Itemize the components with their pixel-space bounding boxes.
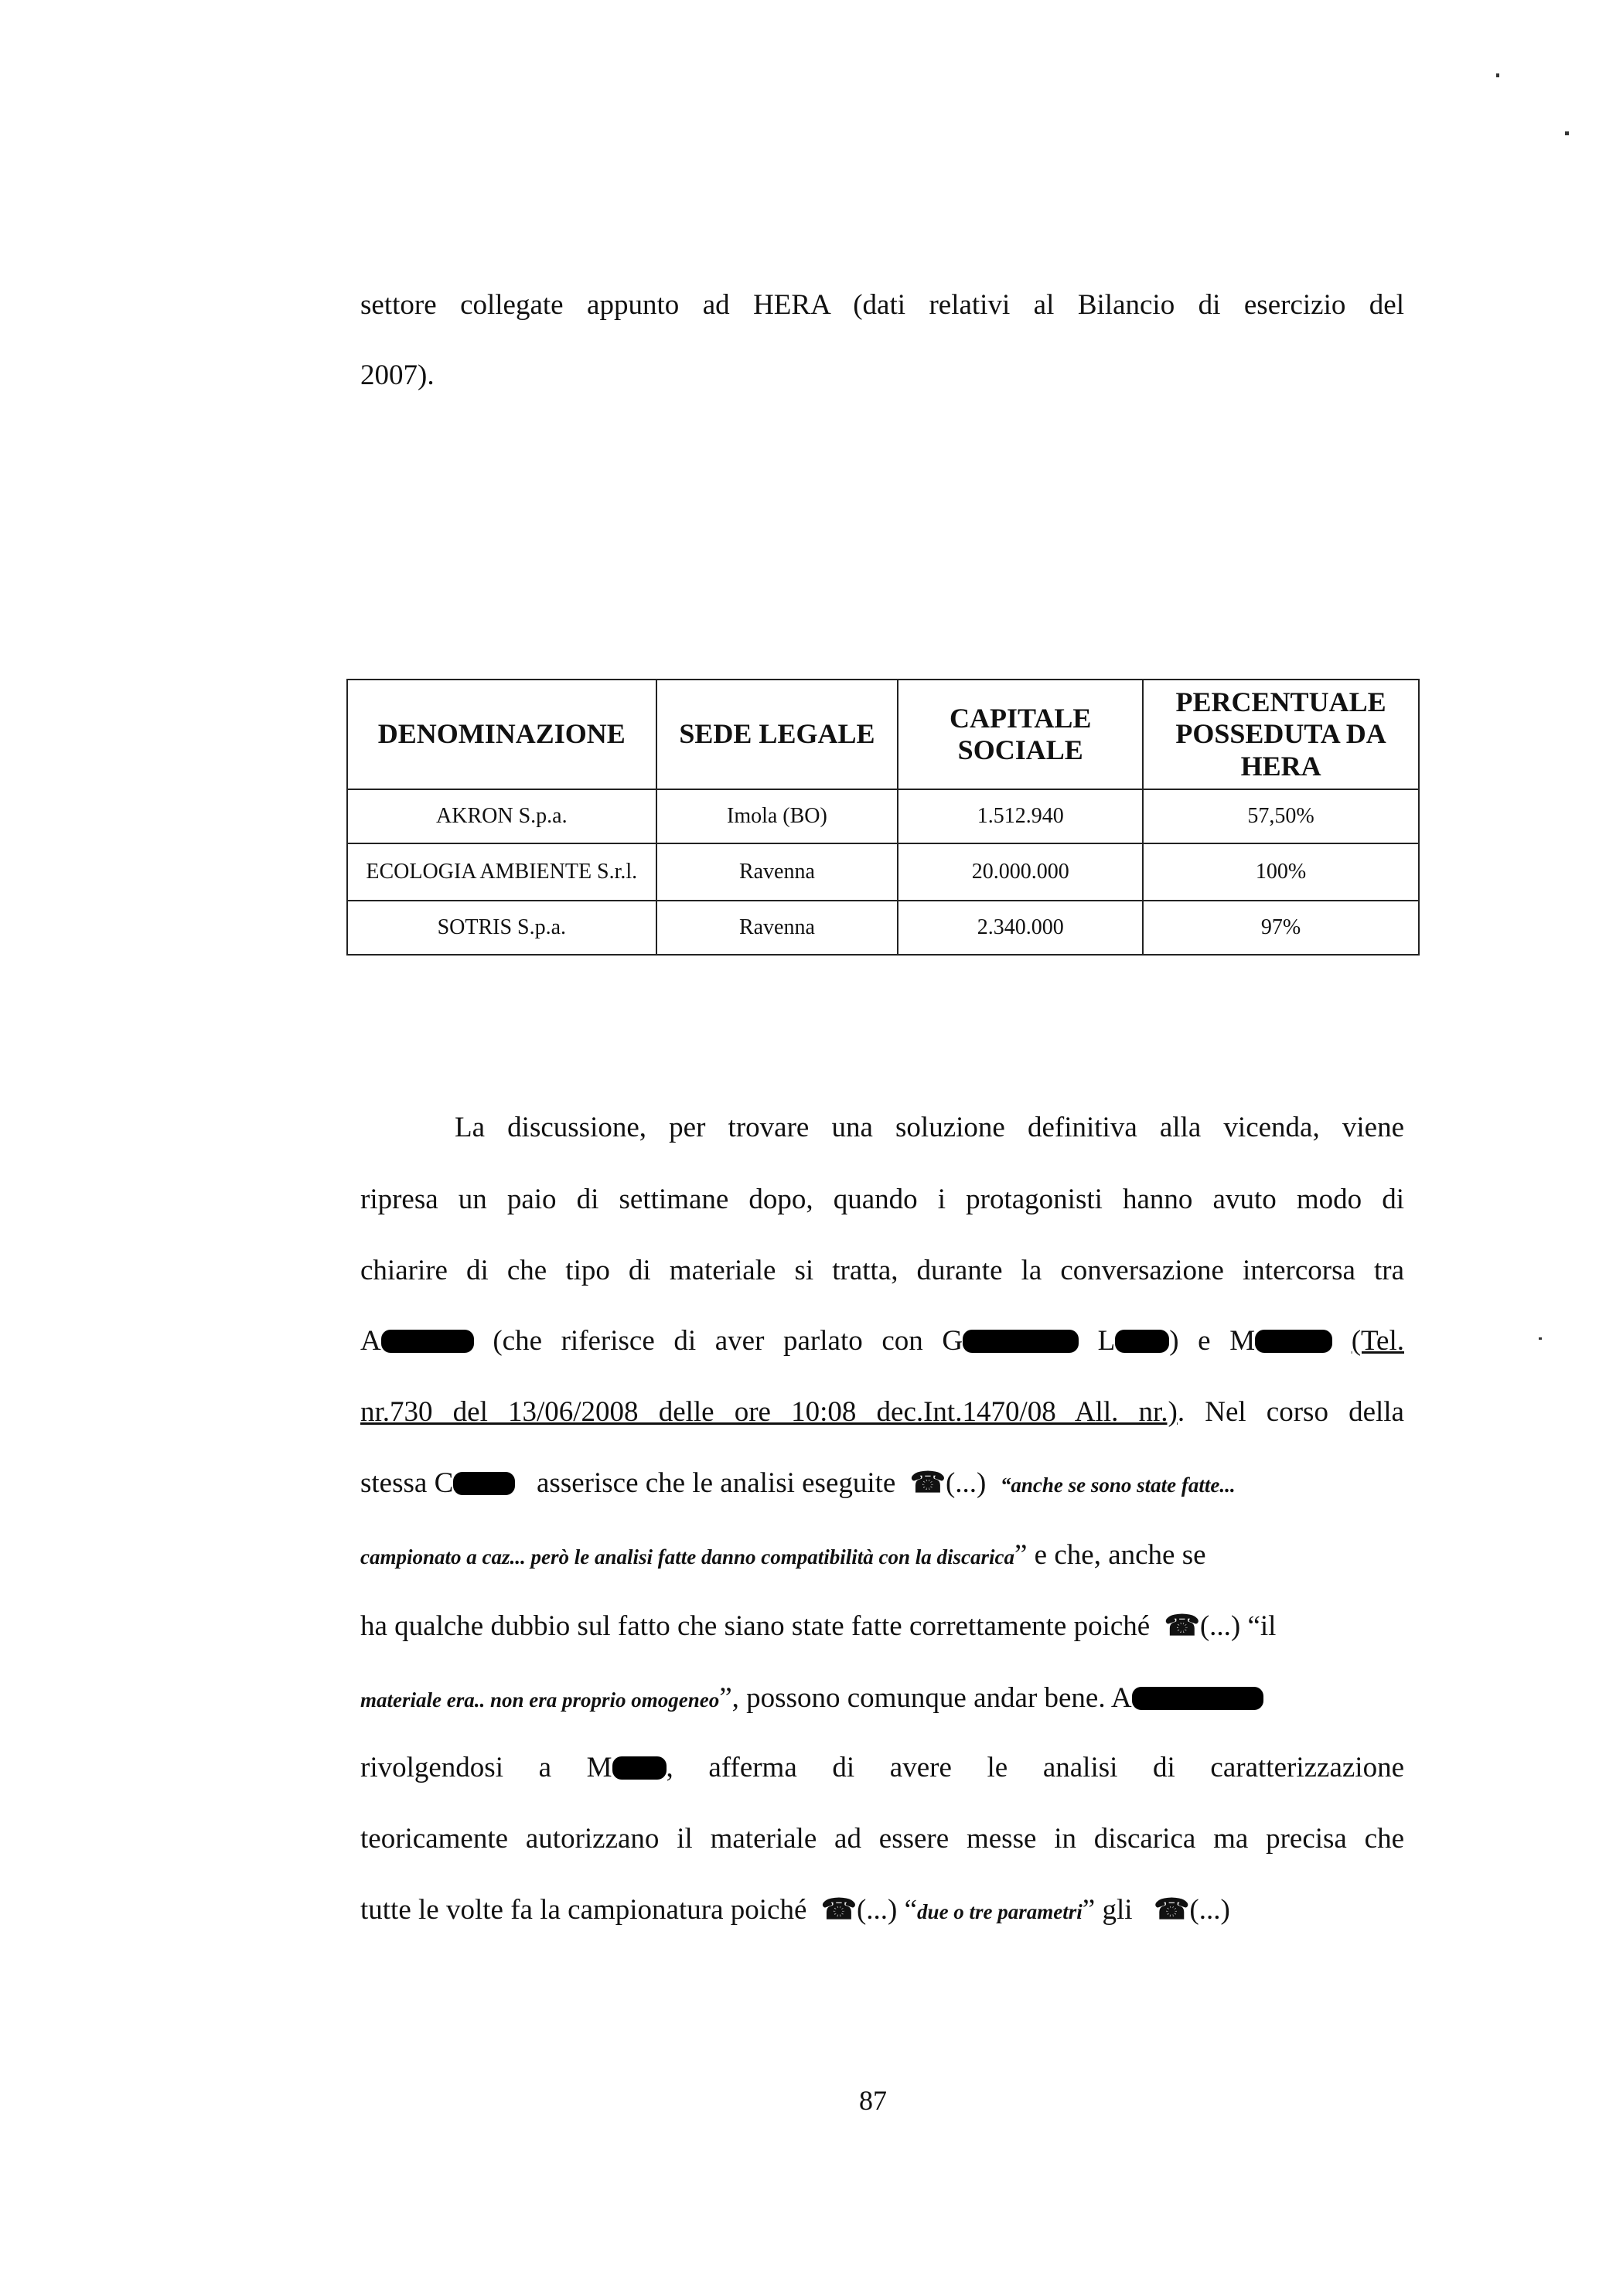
redaction-bar	[1255, 1330, 1332, 1353]
phone-icon: ☎	[1164, 1610, 1200, 1642]
scan-speck	[1496, 73, 1499, 77]
redaction-bar	[612, 1756, 667, 1780]
holdings-table	[346, 679, 1420, 956]
phone-icon: ☎	[909, 1467, 946, 1499]
body-line-11: teoricamente autorizzano il materiale ad essere messe in discarica ma precisa che	[360, 1823, 1404, 1855]
header-capitale-sociale: CAPITALE SOCIALE	[898, 680, 1143, 789]
body-line-6: stessa C asserisce che le analisi eseguite ☎(...) “anche se sono state fatte...	[360, 1467, 1236, 1499]
redaction-bar	[1132, 1687, 1263, 1710]
cell-denominazione: AKRON S.p.a.	[347, 789, 656, 843]
body-line-9: materiale era.. non era proprio omogeneo”, possono comunque andar bene. A	[360, 1684, 1404, 1712]
table-row	[347, 843, 1419, 901]
cell-capitale: 20.000.000	[898, 843, 1143, 901]
intro-line-2: 2007).	[360, 359, 435, 391]
body-line-8: ha qualche dubbio sul fatto che siano state fatte correttamente poiché ☎(...) “il	[360, 1610, 1277, 1642]
cell-sede: Ravenna	[656, 843, 898, 901]
page-number: 87	[859, 2085, 887, 2116]
cell-denominazione: ECOLOGIA AMBIENTE S.r.l.	[347, 843, 656, 901]
header-percentuale: PERCENTUALE POSSEDUTA DA HERA	[1143, 680, 1419, 789]
body-line-2: ripresa un paio di settimane dopo, quando i protagonisti hanno avuto modo di	[360, 1184, 1404, 1215]
cell-percentuale: 97%	[1143, 901, 1419, 955]
phone-icon: ☎	[820, 1894, 857, 1926]
body-line-4: A (che riferisce di aver parlato con G L ) e M (Tel.	[360, 1325, 1404, 1357]
cell-sede: Imola (BO)	[656, 789, 898, 843]
header-denominazione: DENOMINAZIONE	[347, 680, 656, 789]
scan-speck	[1539, 1337, 1542, 1340]
cell-capitale: 2.340.000	[898, 901, 1143, 955]
body-line-12: tutte le volte fa la campionatura poiché ☎(...) “due o tre parametri” gli ☎(...)	[360, 1894, 1230, 1926]
scan-speck	[1565, 131, 1569, 135]
cell-denominazione: SOTRIS S.p.a.	[347, 901, 656, 955]
cell-percentuale: 57,50%	[1143, 789, 1419, 843]
intro-line-1: settore collegate appunto ad HERA (dati relativi al Bilancio di esercizio del	[360, 289, 1404, 321]
intercept-reference: nr.730 del 13/06/2008 delle ore 10:08 dec.Int.1470/08 All. nr.)	[360, 1396, 1178, 1428]
body-line-7: campionato a caz... però le analisi fatte danno compatibilità con la discarica” e che, anche se	[360, 1539, 1206, 1571]
cell-sede: Ravenna	[656, 901, 898, 955]
redaction-bar	[381, 1330, 474, 1353]
body-line-3: chiarire di che tipo di materiale si tratta, durante la conversazione intercorsa tra	[360, 1255, 1404, 1286]
body-line-5: nr.730 del 13/06/2008 delle ore 10:08 dec.Int.1470/08 All. nr.). Nel corso della	[360, 1396, 1404, 1428]
cell-capitale: 1.512.940	[898, 789, 1143, 843]
redaction-bar	[963, 1330, 1079, 1353]
body-line-1: La discussione, per trovare una soluzione definitiva alla vicenda, viene	[455, 1112, 1404, 1143]
cell-percentuale: 100%	[1143, 843, 1419, 901]
table-header-row	[347, 680, 1419, 789]
redaction-bar	[1115, 1330, 1169, 1353]
table-row	[347, 901, 1419, 955]
table-row	[347, 789, 1419, 843]
phone-icon: ☎	[1154, 1894, 1190, 1926]
body-line-10: rivolgendosi a M , afferma di avere le analisi di caratterizzazione	[360, 1752, 1404, 1783]
redaction-bar	[453, 1472, 515, 1495]
header-sede-legale: SEDE LEGALE	[656, 680, 898, 789]
